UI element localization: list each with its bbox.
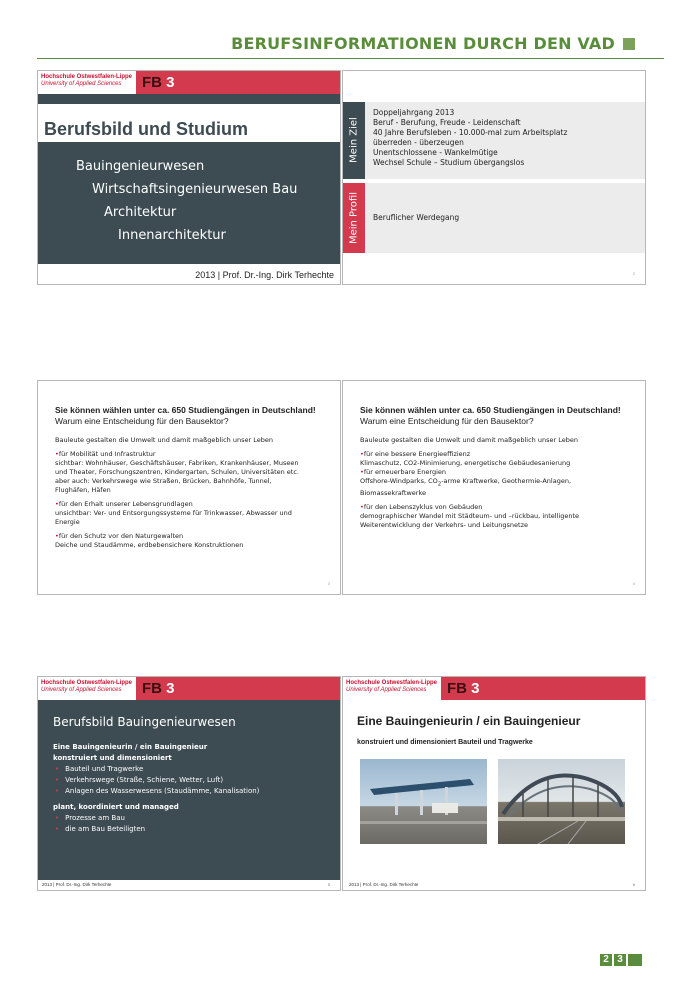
intro-text: Bauleute gestalten die Umwelt und damit maßgeblich unser Leben: [55, 436, 273, 444]
bullet-icon: •: [55, 765, 60, 773]
bullet-icon: •: [55, 450, 59, 458]
bullet-icon: •: [360, 468, 364, 476]
program-item: Architektur: [104, 205, 177, 220]
slide-4: [342, 380, 646, 595]
body-line: sichtbar: Wohnhäuser, Geschäftshäuser, Fabriken, Krankenhäuser, Museen: [55, 459, 299, 467]
page-numbers: [600, 954, 642, 966]
bullet-icon: •: [55, 814, 60, 822]
page-number-right: 3: [614, 954, 626, 966]
logo-bar: [343, 677, 645, 700]
bullet-icon: •: [360, 503, 364, 512]
slide-title: Eine Bauingenieurin / ein Bauingenieur: [357, 714, 581, 728]
body-line: Biomassekraftwerke: [360, 489, 426, 498]
slide-footer: 2013 | Prof. Dr.-Ing. Dirk Terhechte: [195, 270, 334, 280]
page-number: 3: [327, 581, 330, 586]
bullet-icon: •: [55, 776, 60, 784]
list-item: Prozesse am Bau: [65, 814, 125, 822]
bold-line: plant, koordiniert und managed: [53, 803, 179, 811]
section-head: für eine bessere Energieeffizienz: [363, 450, 471, 458]
logo-line1: Hochschule Ostwestfalen-Lippe: [346, 680, 438, 686]
body-line: Energie: [55, 518, 80, 526]
canopy-structure-icon: [360, 759, 487, 844]
logo-line2: University of Applied Sciences: [41, 687, 122, 693]
ziel-label: Mein Ziel: [348, 117, 360, 163]
body-line: und Theater, Forschungszentren, Kindergarten, Schulen, Universitäten etc.: [55, 468, 299, 476]
faculty-number: 3: [471, 680, 480, 697]
university-logo: [38, 677, 136, 700]
slide-footer: 2013 | Prof. Dr.-Ing. Dirk Terhechte: [349, 882, 419, 887]
faculty-badge: [136, 71, 340, 94]
program-item: Wirtschaftsingenieurwesen Bau: [92, 182, 298, 197]
intro-text: Bauleute gestalten die Umwelt und damit maßgeblich unser Leben: [360, 436, 578, 444]
page-number: 6: [632, 882, 635, 887]
ziel-list: [373, 108, 567, 168]
header-rule: [37, 58, 664, 59]
slide-body: [55, 436, 340, 550]
ziel-item: überreden - überzeugen: [373, 138, 464, 147]
bullet-icon: •: [55, 825, 60, 833]
slide-body: [360, 436, 645, 530]
slide-2: [342, 70, 646, 285]
logo-bar: [38, 677, 340, 700]
body-text: -arme Kraftwerke, Geothermie-Anlagen,: [441, 477, 572, 485]
slide-subtitle: Warum eine Entscheidung für den Bausektor?: [55, 416, 229, 426]
section-header: [231, 34, 635, 53]
body-line: Deiche und Staudämme, erdbebensichere Konstruktionen: [55, 541, 244, 549]
section-head: für den Schutz vor den Naturgewalten: [58, 532, 184, 540]
faculty-label: FB: [142, 680, 162, 697]
bullet-icon: •: [55, 532, 59, 540]
body-line: Klimaschutz, CO2-Minimierung, energetische Gebäudesanierung: [360, 459, 571, 467]
faculty-number: 3: [166, 74, 175, 91]
faculty-number: 3: [166, 680, 175, 697]
slide-subtitle: Warum eine Entscheidung für den Bausektor?: [360, 416, 534, 426]
header-square-icon: [623, 38, 635, 50]
program-item: Bauingenieurwesen: [76, 159, 205, 174]
profil-list: [373, 213, 459, 223]
logo-bar: [38, 71, 340, 94]
slide-title: Sie können wählen unter ca. 650 Studiengängen in Deutschland!: [55, 405, 316, 415]
slide-subtitle: konstruiert und dimensioniert Bauteil und Tragwerke: [357, 739, 533, 746]
bullet-icon: •: [55, 500, 59, 508]
canopy-photo: [360, 759, 487, 844]
section-head: für Mobilität und Infrastruktur: [58, 450, 156, 458]
arch-bridge-icon: [498, 759, 625, 844]
logo-line1: Hochschule Ostwestfalen-Lippe: [41, 680, 133, 686]
body-line: demographischer Wandel mit Städteum- und –rückbau, intelligente: [360, 512, 579, 521]
slide-5: [37, 676, 341, 891]
section-head: für den Erhalt unserer Lebensgrundlagen: [58, 500, 193, 508]
body-line: unsichtbar: Ver- und Entsorgungssysteme für Trinkwasser, Abwasser und: [55, 509, 292, 517]
bold-line: Eine Bauingenieurin / ein Bauingenieur: [53, 743, 208, 751]
body-line: Flughäfen, Häfen: [55, 486, 111, 494]
faculty-label: FB: [447, 680, 467, 697]
ziel-item: 40 Jahre Berufsleben - 10.000-mal zum Arbeitsplatz: [373, 128, 568, 137]
slide-body: [53, 742, 259, 835]
university-logo: [343, 677, 441, 700]
slide-3: [37, 380, 341, 595]
slide-title: Sie können wählen unter ca. 650 Studiengängen in Deutschland!: [360, 405, 621, 415]
bridge-photo: [498, 759, 625, 844]
faculty-badge: [441, 677, 645, 700]
page-number-left: 2: [600, 954, 612, 966]
body-line: Weiterentwicklung der Verkehrs- und Leitungsnetze: [360, 521, 529, 530]
list-item: Anlagen des Wasserwesens (Staudämme, Kanalisation): [65, 787, 260, 795]
bullet-icon: •: [360, 450, 364, 458]
body-text: Offshore-Windparks, CO: [360, 477, 438, 485]
section-head: für erneuerbare Energien: [363, 468, 446, 476]
faculty-label: FB: [142, 74, 162, 91]
body-line: [360, 477, 645, 489]
slide-1: [37, 70, 341, 285]
slide-footer: 2013 | Prof. Dr.-Ing. Dirk Terhechte: [42, 882, 112, 887]
university-logo: [38, 71, 136, 94]
ziel-item: Doppeljahrgang 2013: [373, 108, 455, 117]
faculty-badge: [136, 677, 340, 700]
logo-line2: University of Applied Sciences: [346, 687, 427, 693]
subscript: 2: [437, 481, 442, 488]
ziel-item: Unentschlossene - Wankelmütige: [373, 148, 498, 157]
page-number: 2: [632, 271, 635, 276]
program-item: Innenarchitektur: [118, 228, 226, 243]
bullet-icon: •: [55, 787, 60, 795]
list-item: Verkehrswege (Straße, Schiene, Wetter, Luft): [65, 776, 224, 784]
slide-title: Berufsbild und Studium: [44, 119, 248, 139]
page-number: 5: [327, 882, 330, 887]
profil-label: Mein Profil: [348, 191, 360, 245]
ziel-item: Wechsel Schule – Studium übergangslos: [373, 158, 525, 167]
logo-line1: Hochschule Ostwestfalen-Lippe: [41, 74, 133, 80]
bold-line: konstruiert und dimensioniert: [53, 754, 172, 762]
profil-item: Beruflicher Werdegang: [373, 213, 460, 222]
section-title: BERUFSINFORMATIONEN DURCH DEN VAD: [231, 34, 615, 53]
page-number: 4: [632, 581, 635, 586]
section-head: für den Lebenszyklus von Gebäuden: [363, 503, 483, 512]
page-square-icon: [628, 954, 642, 966]
ziel-item: Beruf - Berufung, Freude - Leidenschaft: [373, 118, 521, 127]
logo-line2: University of Applied Sciences: [41, 81, 122, 87]
list-item: Bauteil und Tragwerke: [65, 765, 144, 773]
body-line: aber auch: Verkehrswege wie Straßen, Brücken, Bahnhöfe, Tunnel,: [55, 477, 272, 485]
list-item: die am Bau Beteiligten: [65, 825, 146, 833]
slide-title: Berufsbild Bauingenieurwesen: [53, 715, 236, 729]
slide-6: [342, 676, 646, 891]
